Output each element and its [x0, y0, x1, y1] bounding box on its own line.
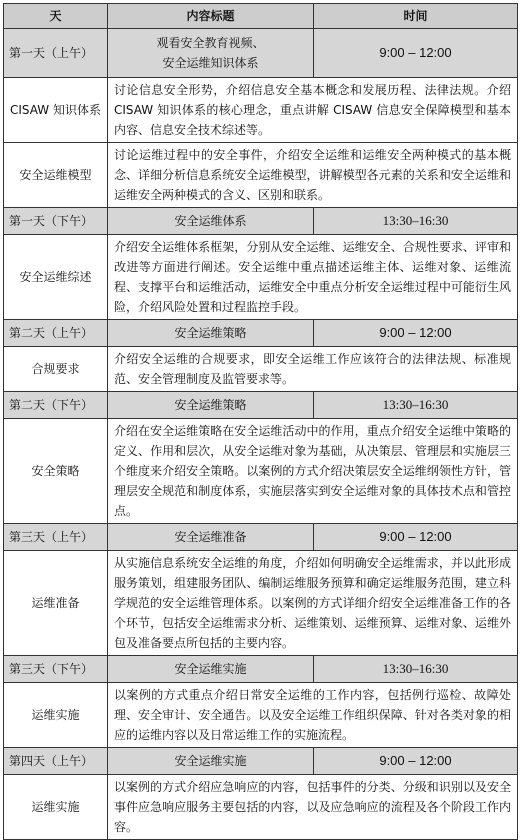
session-day: 第一天（上午） — [4, 29, 108, 78]
topic-row — [4, 235, 518, 320]
topic-description: 介绍安全运维体系框架，分别从安全运维、运维安全、合规性要求、评审和改进等方面进行阐述。安全运维中重点描述运维主体、运维对象、运维流程、支撑平台和运维活动，运维安全中重点分析安全运维过程中可能衍生风险，介绍风险处置和过程监控手段。 — [108, 235, 518, 320]
session-title-line: 观看安全教育视频、 — [156, 36, 265, 50]
session-title: 安全运维策略 — [108, 320, 314, 347]
session-time: 9:00 – 12:00 — [314, 320, 518, 347]
session-title: 安全运维实施 — [108, 748, 314, 775]
session-title-line: 安全运维知识体系 — [162, 56, 259, 70]
session-time: 9:00 – 12:00 — [314, 29, 518, 78]
training-schedule-table — [3, 3, 518, 840]
topic-description: 讨论运维过程中的安全事件，介绍安全运维和运维安全两种模式的基本概念、详细分析信息系统安全运维模型，讲解模型各元素的关系和安全运维和运维安全两种模式的含义、区别和联系。 — [108, 143, 518, 208]
session-row — [4, 748, 518, 775]
topic-row — [4, 78, 518, 143]
session-day: 第二天（下午） — [4, 392, 108, 419]
session-day: 第四天（上午） — [4, 748, 108, 775]
session-row — [4, 208, 518, 235]
topic-name: 运维实施 — [4, 683, 108, 748]
session-row — [4, 524, 518, 551]
session-title: 安全运维体系 — [108, 208, 314, 235]
session-time: 13:30–16:30 — [314, 208, 518, 235]
topic-row — [4, 143, 518, 208]
session-title: 安全运维实施 — [108, 656, 314, 683]
session-row — [4, 320, 518, 347]
topic-description: 介绍安全运维的合规要求，即安全运维工作应该符合的法律法规、标准规范、安全管理制度及监管要求等。 — [108, 347, 518, 392]
topic-description: 介绍在安全运维策略在安全运维活动中的作用，重点介绍安全运维中策略的定义、作用和层次，从安全运维对象为基础，从决策层、管理层和实施层三个维度来介绍安全策略。以案例的方式介绍决策层安全运维纲领性方针，管理层安全规范和制度体系，实施层落实到安全运维对象的具体技术点和管控点。 — [108, 419, 518, 524]
topic-name: 安全运维综述 — [4, 235, 108, 320]
session-day: 第一天（下午） — [4, 208, 108, 235]
topic-name: 安全运维模型 — [4, 143, 108, 208]
session-time: 13:30–16:30 — [314, 392, 518, 419]
topic-row — [4, 419, 518, 524]
topic-description: 从实施信息系统安全运维的角度，介绍如何明确安全运维需求，并以此形成服务策划，组建服务团队、编制运维服务预算和确定运维服务范围，建立科学规范的安全运维管理体系。以案例的方式详细介绍安全运维准备工作的各个环节，包括安全运维需求分析、运维策划、运维预算、运维对象、运维外包及准备要点所包括的主要内容。 — [108, 551, 518, 656]
topic-description: 以案例的方式介绍应急响应的内容，包括事件的分类、分级和识别以及安全事件应急响应服务主要包括的内容，以及应急响应的流程及各个阶段工作内容。 — [108, 775, 518, 840]
header-title: 内容标题 — [108, 4, 314, 29]
topic-row — [4, 347, 518, 392]
topic-name: 运维准备 — [4, 551, 108, 656]
session-title: 安全运维准备 — [108, 524, 314, 551]
session-row — [4, 656, 518, 683]
session-time: 9:00 – 12:00 — [314, 524, 518, 551]
topic-name: 安全策略 — [4, 419, 108, 524]
topic-name: CISAW 知识体系 — [4, 78, 108, 143]
topic-row — [4, 775, 518, 840]
topic-name: 合规要求 — [4, 347, 108, 392]
session-time: 13:30–16:30 — [314, 656, 518, 683]
topic-description: 以案例的方式重点介绍日常安全运维的工作内容，包括例行巡检、故障处理、安全审计、安全通告。以及安全运维工作组织保障、针对各类对象的相应的运维内容以及日常运维工作的实施流程。 — [108, 683, 518, 748]
topic-description: 讨论信息安全形势，介绍信息安全基本概念和发展历程、法律法规。介绍 CISAW 知识体系的核心理念，重点讲解 CISAW 信息安全保障模型和基本内容、信息安全技术综述等。 — [108, 78, 518, 143]
topic-row — [4, 683, 518, 748]
session-day: 第三天（下午） — [4, 656, 108, 683]
table-header-row — [4, 4, 518, 29]
session-day: 第二天（上午） — [4, 320, 108, 347]
session-time: 9:00 – 12:00 — [314, 748, 518, 775]
session-row — [4, 29, 518, 78]
topic-row — [4, 551, 518, 656]
header-time: 时间 — [314, 4, 518, 29]
session-row — [4, 392, 518, 419]
topic-name: 运维实施 — [4, 775, 108, 840]
header-day: 天 — [4, 4, 108, 29]
session-title — [108, 29, 314, 78]
session-title: 安全运维策略 — [108, 392, 314, 419]
session-day: 第三天（上午） — [4, 524, 108, 551]
